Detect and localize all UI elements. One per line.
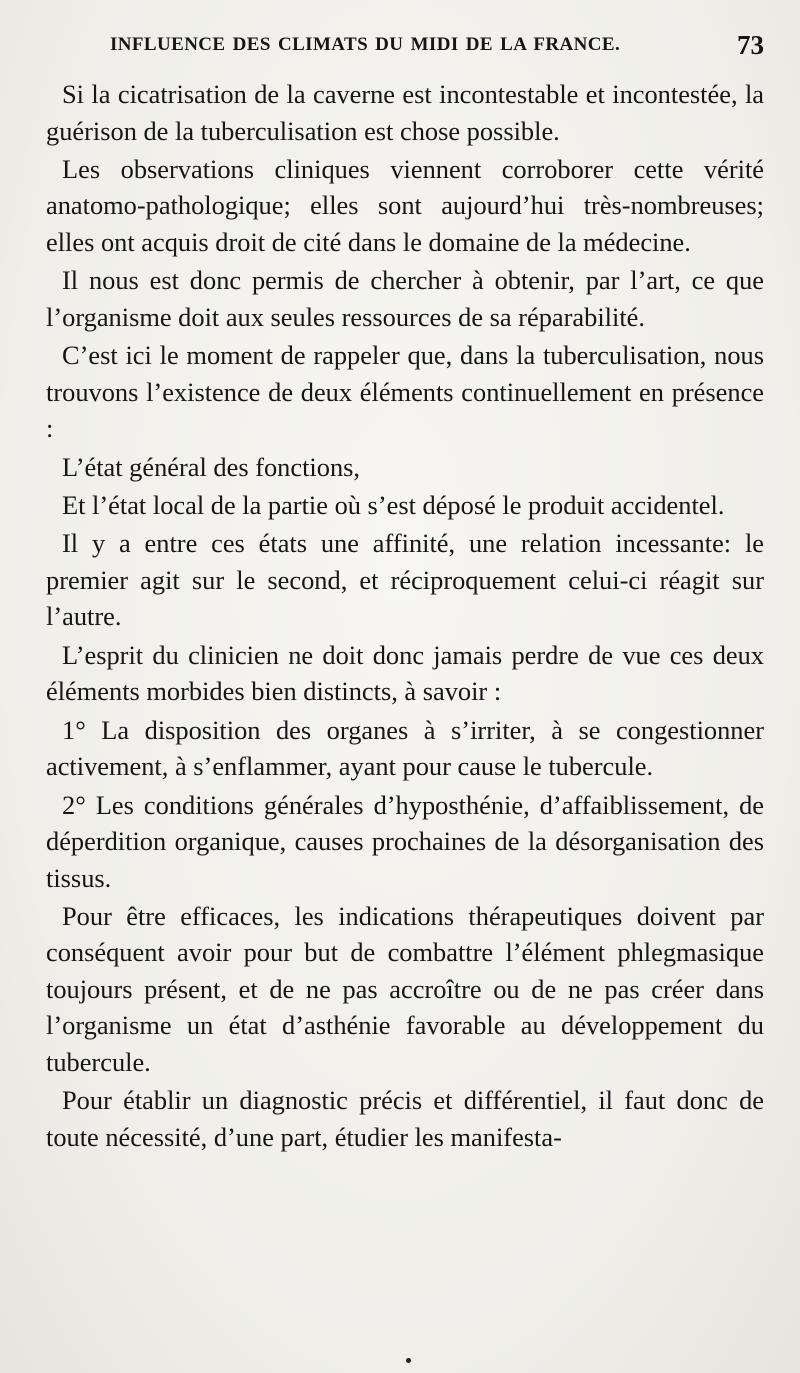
paragraph: Pour être efficaces, les indications thérapeutiques doivent par conséquent avoir pour but de combattre l’élément phlegmasique toujours présent, et de ne pas accroître ou de ne pas créer dans l’organisme un état d’asthénie favorable au développement du tubercule. [46, 900, 764, 1077]
paragraph: L’état général des fonctions, [62, 451, 361, 482]
body-text [46, 76, 764, 1157]
running-head: INFLUENCE DES CLIMATS DU MIDI DE LA FRANCE. [110, 34, 621, 55]
page-header [104, 30, 764, 74]
paragraph: 2° Les conditions générales d’hyposthénie, d’affaiblissement, de déperdition organique, causes prochaines de la désorganisation des tissus. [46, 789, 764, 893]
paragraph: Pour établir un diagnostic précis et différentiel, il faut donc de toute nécessité, d’une part, étudier les manifesta- [46, 1085, 764, 1152]
paragraph: Et l’état local de la partie où s’est déposé le produit accidentel. [62, 489, 725, 520]
paragraph: Si la cicatrisation de la caverne est incontestable et incontestée, la guérison de la tuberculisation est chose possible. [46, 79, 764, 146]
paragraph: C’est ici le moment de rappeler que, dans la tuberculisation, nous trouvons l’existence de deux éléments continuellement en présence : [46, 340, 764, 444]
paragraph: Il y a entre ces états une affinité, une relation incessante: le premier agit sur le second, et réciproquement celui-ci réagit sur l’autre. [46, 528, 764, 632]
paragraph: 1° La disposition des organes à s’irriter, à se congestionner activement, à s’enflammer, ayant pour cause le tubercule. [46, 714, 764, 782]
paragraph: Les observations cliniques viennent corroborer cette vérité anatomo-pathologique; elles sont aujourd’hui très-nombreuses; elles ont acquis droit de cité dans le domaine de la médecine. [46, 153, 764, 257]
page-number: 73 [737, 30, 764, 60]
printer-dot [406, 1358, 411, 1363]
paragraph: Il nous est donc permis de chercher à obtenir, par l’art, ce que l’organisme doit aux seules ressources de sa réparabilité. [46, 265, 764, 332]
paragraph: L’esprit du clinicien ne doit donc jamais perdre de vue ces deux éléments morbides bien distincts, à savoir : [46, 639, 764, 707]
